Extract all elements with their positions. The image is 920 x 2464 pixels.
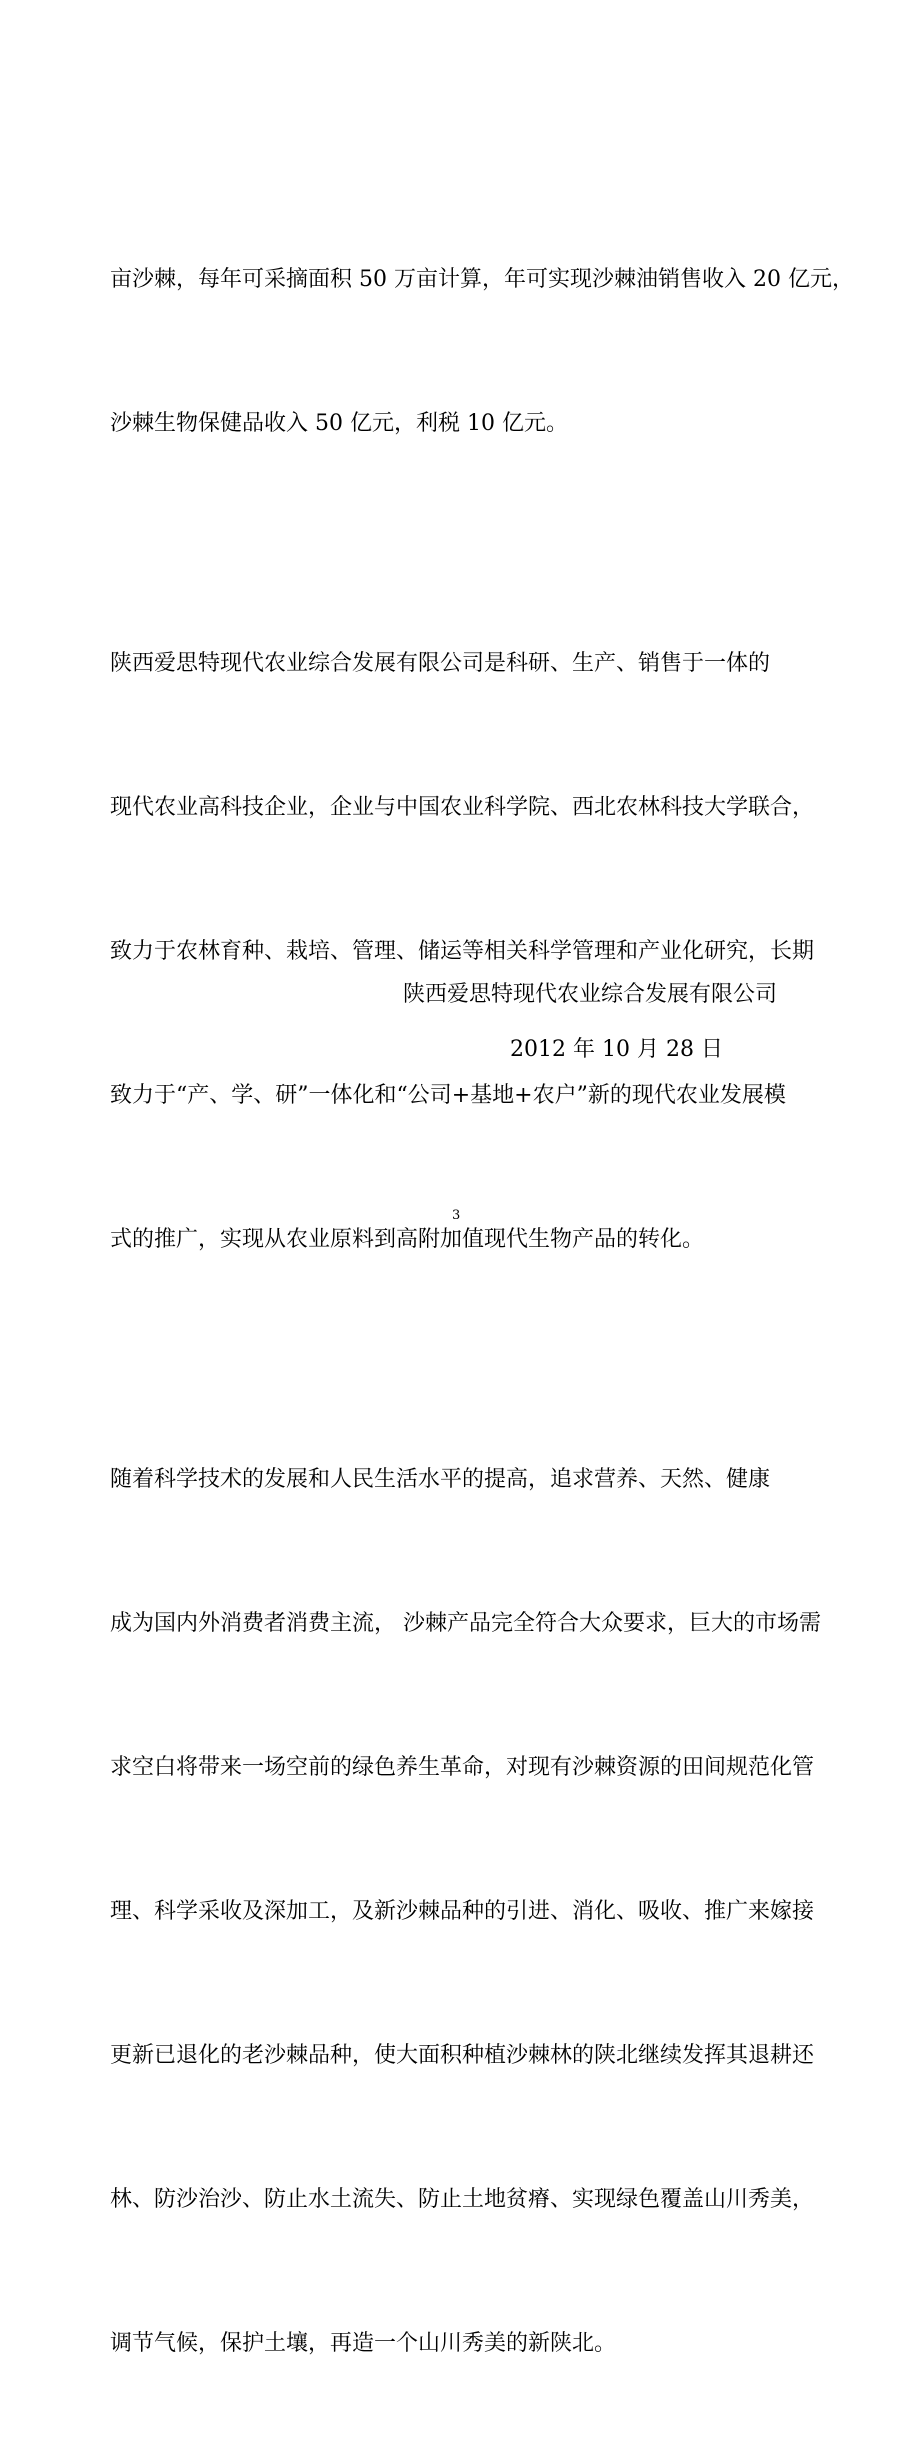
- text-line: 陕西爱思特现代农业综合发展有限公司是科研、生产、销售于一体的: [110, 651, 771, 676]
- body-text: [110, 160, 854, 2464]
- text-line: 求空白将带来一场空前的绿色养生革命，对现有沙棘资源的田间规范化管: [110, 1755, 815, 1780]
- text-line: 式的推广，实现从农业原料到高附加值现代生物产品的转化。: [110, 1227, 705, 1252]
- text-line: 随着科学技术的发展和人民生活水平的提高，追求营养、天然、健康: [110, 1467, 771, 1492]
- text-line: 现代农业高科技企业，企业与中国农业科学院、西北农林科技大学联合，: [110, 795, 815, 820]
- paragraph-market-outlook: [110, 1360, 821, 2464]
- page-number: 3: [452, 1208, 461, 1223]
- paragraph-continuation: [110, 160, 854, 544]
- text-line: 更新已退化的老沙棘品种，使大面积种植沙棘林的陕北继续发挥其退耕还: [110, 2043, 815, 2068]
- text-line: 林、防沙治沙、防止水土流失、防止土地贫瘠、实现绿色覆盖山川秀美，: [110, 2187, 815, 2212]
- signature-company: 陕西爱思特现代农业综合发展有限公司: [403, 982, 778, 1007]
- text-line: 成为国内外消费者消费主流， 沙棘产品完全符合大众要求，巨大的市场需: [110, 1611, 821, 1636]
- text-line: 沙棘生物保健品收入 50 亿元，利税 10 亿元。: [110, 411, 568, 436]
- text-line: 调节气候，保护土壤，再造一个山川秀美的新陕北。: [110, 2331, 617, 2356]
- text-line: 亩沙棘，每年可采摘面积 50 万亩计算，年可实现沙棘油销售收入 20 亿元，: [110, 267, 854, 292]
- text-line: 致力于“产、学、研”一体化和“公司+基地+农户”新的现代农业发展模: [110, 1083, 786, 1108]
- text-line: 理、科学采收及深加工，及新沙棘品种的引进、消化、吸收、推广来嫁接: [110, 1899, 815, 1924]
- signature-date: 2012 年 10 月 28 日: [510, 1037, 723, 1062]
- paragraph-company-intro: [110, 544, 815, 1360]
- text-line: 致力于农林育种、栽培、管理、储运等相关科学管理和产业化研究，长期: [110, 939, 815, 964]
